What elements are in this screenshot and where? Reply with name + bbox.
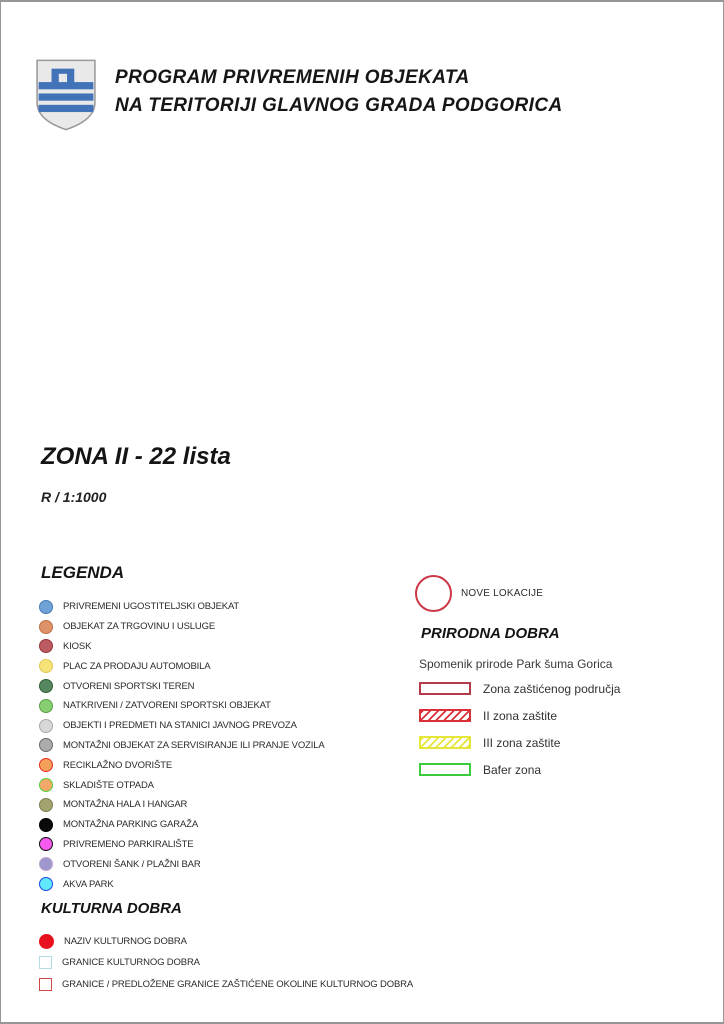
zone-heading: ZONA II - 22 lista: [41, 443, 231, 470]
legend-item: [39, 795, 439, 815]
legend-color-dot-icon: [39, 620, 53, 634]
legend-color-dot-icon: [39, 837, 53, 851]
kulturna-dobra-heading: KULTURNA DOBRA: [41, 900, 182, 917]
kulturna-dobra-item: [39, 931, 539, 952]
zone-swatch-icon: [419, 709, 471, 722]
kulturna-swatch-icon: [39, 934, 54, 949]
legend-item-label: SKLADIŠTE OTPADA: [63, 779, 154, 791]
coat-of-arms-icon: [35, 59, 97, 131]
legend-item: [39, 835, 439, 855]
legend-item-label: OTVORENI ŠANK / PLAŽNI BAR: [63, 858, 201, 870]
prirodna-item-label: Zona zaštićenog područja: [483, 681, 621, 696]
legend-item: [39, 696, 439, 716]
zone-swatch-icon: [419, 682, 471, 695]
legend-item-label: MONTAŽNA HALA I HANGAR: [63, 799, 188, 811]
legend-color-dot-icon: [39, 798, 53, 812]
legend-color-dot-icon: [39, 818, 53, 832]
prirodna-dobra-item: [419, 675, 719, 702]
legend-item: [39, 637, 439, 657]
prirodna-item-label: III zona zaštite: [483, 735, 561, 750]
prirodna-dobra-item: [419, 702, 719, 729]
zone-scale: R / 1:1000: [41, 489, 107, 505]
prirodna-dobra-subtitle: Spomenik prirode Park šuma Gorica: [419, 657, 613, 671]
prirodna-item-label: Bafer zona: [483, 762, 542, 777]
legend-item: [39, 597, 439, 617]
kulturna-swatch-icon: [39, 956, 52, 969]
nove-lokacije-circle-icon: [415, 575, 452, 612]
legend-item-label: OBJEKTI I PREDMETI NA STANICI JAVNOG PREVOZA: [63, 720, 297, 732]
kulturna-dobra-item: [39, 974, 539, 995]
legend-item: [39, 755, 439, 775]
legend-item: [39, 775, 439, 795]
legend-item-label: PRIVREMENI UGOSTITELJSKI OBJEKAT: [63, 601, 240, 613]
kulturna-dobra-items: [39, 931, 539, 995]
legend-color-dot-icon: [39, 679, 53, 693]
prirodna-dobra-items: [419, 675, 719, 783]
legend-item: [39, 854, 439, 874]
kulturna-dobra-item: [39, 952, 539, 973]
legend-color-dot-icon: [39, 758, 53, 772]
prirodna-dobra-item: [419, 756, 719, 783]
legend-item: [39, 676, 439, 696]
legend-item: [39, 815, 439, 835]
legend-item: [39, 874, 439, 894]
legend-color-dot-icon: [39, 659, 53, 673]
legend-item: [39, 736, 439, 756]
legend-item-label: PLAC ZA PRODAJU AUTOMOBILA: [63, 660, 211, 672]
legend-item-label: RECIKLAŽNO DVORIŠTE: [63, 759, 173, 771]
page-title-line1: PROGRAM PRIVREMENIH OBJEKATA: [115, 67, 470, 88]
legend-color-dot-icon: [39, 699, 53, 713]
legend-color-dot-icon: [39, 600, 53, 614]
legend-item-label: MONTAŽNA PARKING GARAŽA: [63, 819, 199, 831]
legend-item-label: AKVA PARK: [63, 878, 114, 890]
legend-color-dot-icon: [39, 877, 53, 891]
legend-color-dot-icon: [39, 778, 53, 792]
kulturna-item-label: GRANICE KULTURNOG DOBRA: [62, 957, 200, 969]
legend-item: [39, 716, 439, 736]
kulturna-swatch-icon: [39, 978, 52, 991]
nove-lokacije-label: NOVE LOKACIJE: [461, 588, 544, 599]
legend-item: [39, 656, 439, 676]
page-title-line2: NA TERITORIJI GLAVNOG GRADA PODGORICA: [115, 95, 563, 116]
kulturna-item-label: NAZIV KULTURNOG DOBRA: [64, 936, 187, 948]
legend-color-dot-icon: [39, 719, 53, 733]
legend-color-dot-icon: [39, 857, 53, 871]
legend-item-label: PRIVREMENO PARKIRALIŠTE: [63, 838, 194, 850]
zone-swatch-icon: [419, 763, 471, 776]
legend-item-label: OBJEKAT ZA TRGOVINU I USLUGE: [63, 621, 216, 633]
zone-swatch-icon: [419, 736, 471, 749]
prirodna-dobra-heading: PRIRODNA DOBRA: [421, 625, 560, 642]
legend-item-label: OTVORENI SPORTSKI TEREN: [63, 680, 195, 692]
legend-heading: LEGENDA: [41, 563, 125, 582]
legend-item: [39, 617, 439, 637]
kulturna-item-label: GRANICE / PREDLOŽENE GRANICE ZAŠTIĆENE OKOLINE KULTURNOG DOBRA: [62, 978, 414, 990]
legend-item-label: MONTAŽNI OBJEKAT ZA SERVISIRANJE ILI PRANJE VOZILA: [63, 739, 325, 751]
prirodna-dobra-item: [419, 729, 719, 756]
legend-items: [39, 597, 439, 894]
legend-color-dot-icon: [39, 738, 53, 752]
legend-color-dot-icon: [39, 639, 53, 653]
legend-item-label: NATKRIVENI / ZATVORENI SPORTSKI OBJEKAT: [63, 700, 271, 712]
page-title: [115, 64, 563, 120]
podgorica-coat-of-arms: [35, 59, 97, 136]
legend-item-label: KIOSK: [63, 640, 92, 652]
prirodna-item-label: II zona zaštite: [483, 708, 558, 723]
